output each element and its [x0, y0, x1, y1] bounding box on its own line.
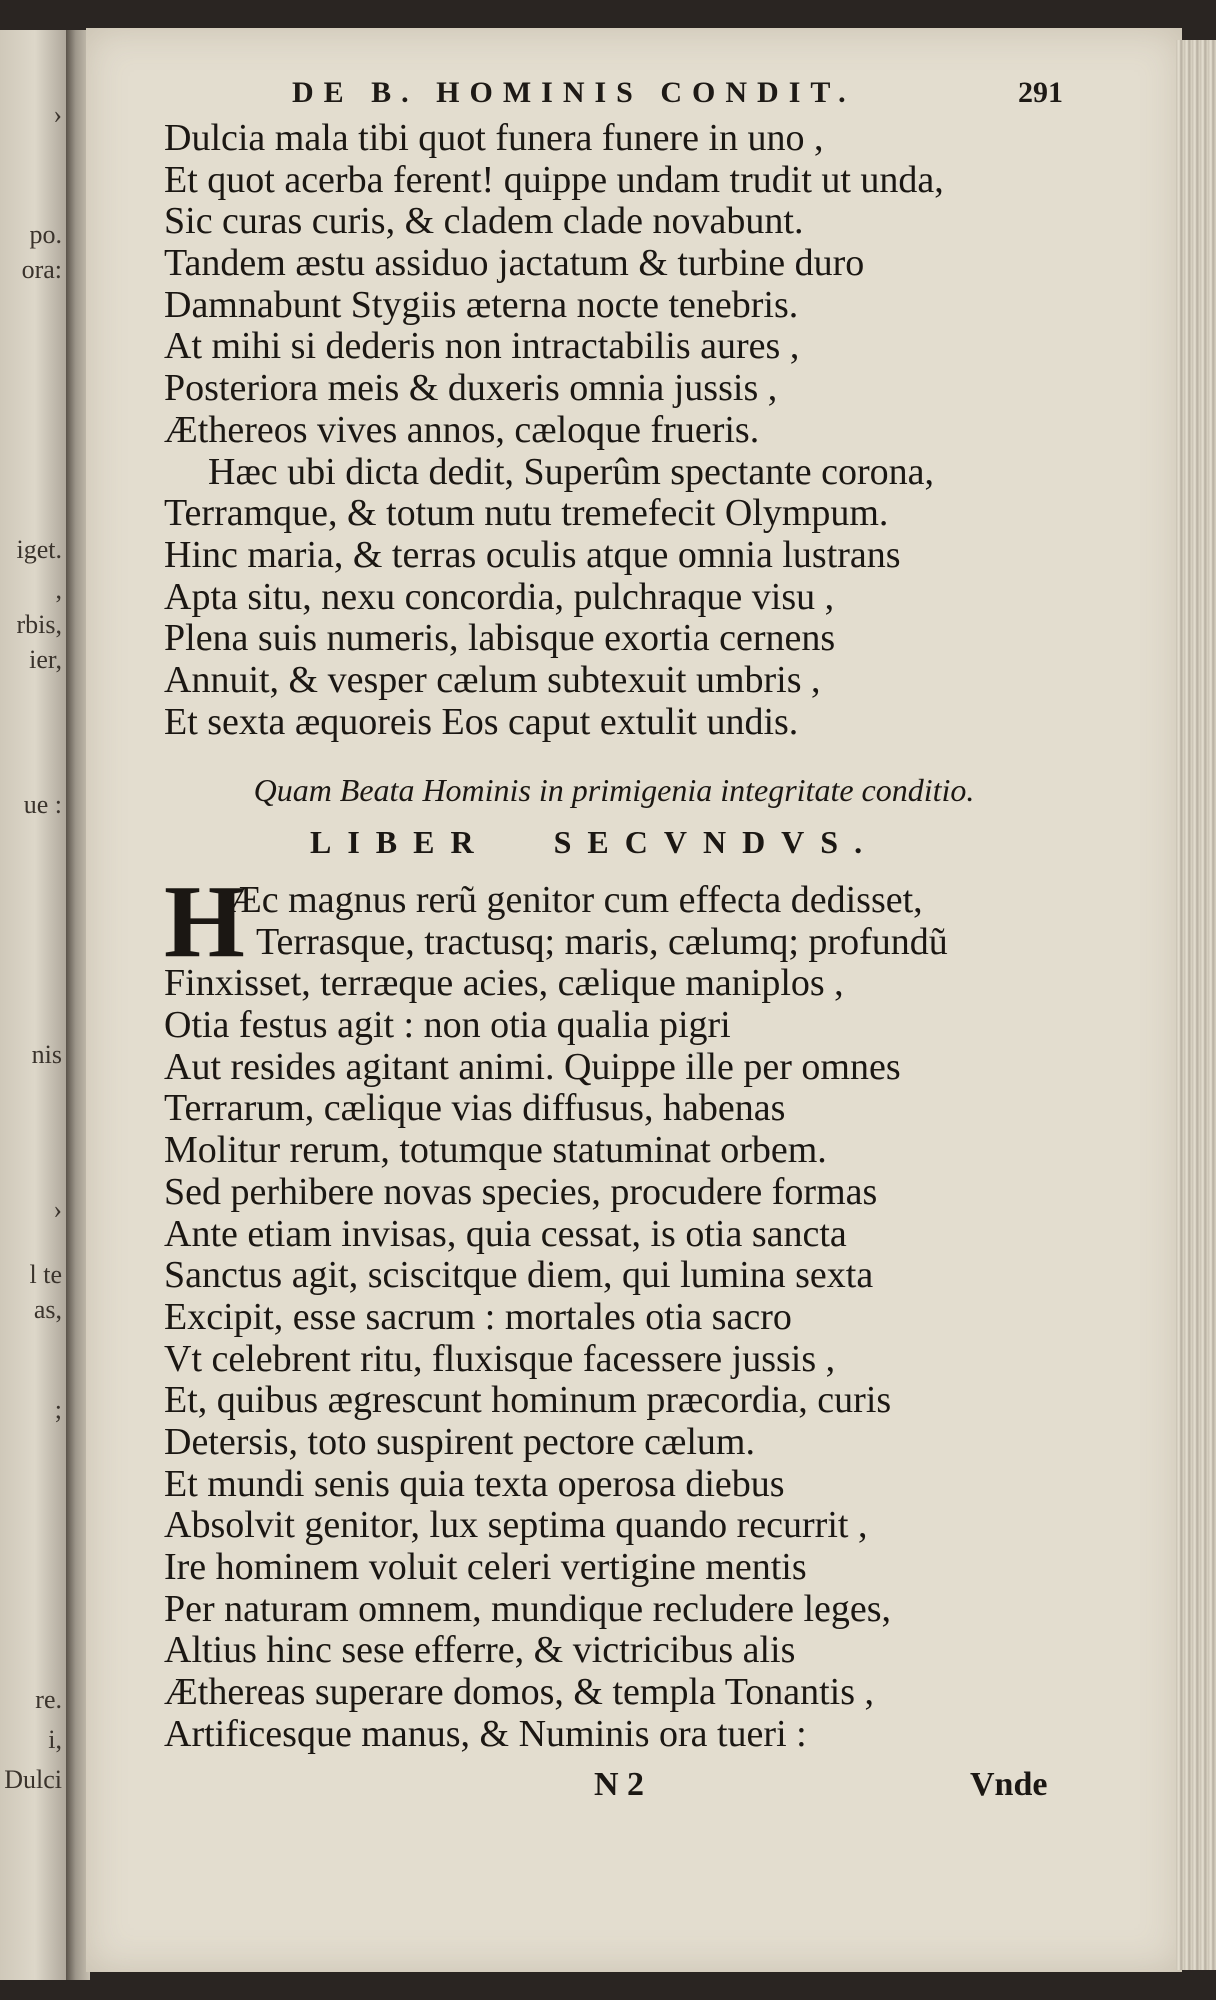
signature-mark: N 2	[594, 1766, 645, 1803]
verse-line: Hinc maria, & terras oculis atque omnia lustrans	[164, 533, 901, 576]
left-margin-fragment: l te	[29, 1260, 62, 1289]
verse-line: Per naturam omnem, mundique recludere leges,	[164, 1587, 892, 1630]
verse-line: Æthereos vives annos, cæloque frueris.	[164, 408, 760, 451]
verse-line: Dulcia mala tibi quot funera funere in uno ,	[164, 117, 824, 159]
verse-line: Terrarum, cælique vias diffusus, habenas	[164, 1087, 786, 1130]
verse-line: Ante etiam invisas, quia cessat, is otia sancta	[164, 1212, 847, 1255]
left-margin-fragment: rbis,	[16, 610, 62, 639]
verse-line: At mihi si dederis non intractabilis aures ,	[164, 325, 800, 368]
verse-line: Sed perhibere novas species, procudere formas	[164, 1170, 878, 1213]
verse-block-2	[164, 864, 1124, 1755]
left-margin-fragment: ue :	[23, 790, 62, 819]
left-margin-fragment: ›	[53, 1195, 62, 1224]
section-heading: Quam Beata Hominis in primigenia integritate conditio.	[253, 772, 975, 808]
dropcap-paragraph	[164, 864, 1124, 979]
dropcap-letter: H	[164, 864, 245, 979]
left-margin-fragment: re.	[35, 1685, 62, 1714]
left-margin-fragment: Dulci	[4, 1765, 62, 1794]
left-margin-fragment: nis	[31, 1040, 62, 1069]
verse-line: Æthereas superare domos, & templa Tonantis ,	[164, 1671, 875, 1714]
verse-line: Terrasque, tractusq; maris, cælumq; profundũ	[256, 920, 948, 963]
page-number: 291	[1018, 76, 1063, 109]
page-footer	[164, 1766, 1064, 1810]
left-margin-fragment: i,	[48, 1725, 62, 1754]
verse-line: Altius hinc sese efferre, & victricibus alis	[164, 1629, 796, 1672]
left-page-edge	[0, 30, 70, 1980]
verse-line: Et, quibus ægrescunt hominum præcordia, curis	[164, 1379, 892, 1422]
verse-line: Tandem æstu assiduo jactatum & turbine duro	[164, 242, 865, 285]
verse-line: Æc magnus rerũ genitor cum effecta dedisset,	[228, 879, 923, 921]
running-head-title: DE B. HOMINIS CONDIT.	[292, 76, 856, 109]
verse-line: Ire hominem voluit celeri vertigine mentis	[164, 1546, 807, 1588]
verse-line: Sic curas curis, & cladem clade novabunt.	[164, 200, 804, 243]
verse-block-1	[164, 118, 1124, 743]
running-head	[212, 76, 1112, 116]
verse-line: Vt celebrent ritu, fluxisque facessere jussis ,	[164, 1337, 836, 1380]
verse-line: Terramque, & totum nutu tremefecit Olympum.	[164, 492, 889, 535]
book-title-word: SECVNDVS.	[553, 824, 879, 860]
verse-line: Finxisset, terræque acies, cælique maniplos ,	[164, 962, 844, 1005]
verse-line: Et quot acerba ferent! quippe undam trudit ut unda,	[164, 158, 944, 201]
verse-line: Detersis, toto suspirent pectore cælum.	[164, 1420, 755, 1463]
verse-line: Artificesque manus, & Numinis ora tueri :	[164, 1712, 807, 1755]
verse-line: Sanctus agit, sciscitque diem, qui lumina sexta	[164, 1254, 874, 1297]
verse-line: Excipit, esse sacrum : mortales otia sacro	[164, 1295, 792, 1338]
verse-line: Et sexta æquoreis Eos caput extulit undis.	[164, 700, 799, 743]
page-edges	[1176, 40, 1216, 1970]
verse-line: Absolvit genitor, lux septima quando recurrit ,	[164, 1504, 868, 1547]
left-margin-fragment: ier,	[29, 645, 62, 674]
book-title	[310, 824, 970, 861]
verse-line: Plena suis numeris, labisque exortia cernens	[164, 617, 836, 660]
left-margin-fragment: ›	[53, 100, 62, 129]
verse-line: Annuit, & vesper cælum subtexuit umbris ,	[164, 658, 821, 701]
verse-line: Molitur rerum, totumque statuminat orbem.	[164, 1129, 827, 1172]
left-margin-fragment: ;	[54, 1395, 62, 1424]
catchword: Vnde	[970, 1766, 1048, 1803]
book-title-word: LIBER	[310, 824, 490, 860]
verse-line: Apta situ, nexu concordia, pulchraque visu ,	[164, 575, 835, 618]
verse-line: Otia festus agit : non otia qualia pigri	[164, 1004, 731, 1047]
verse-line: Posteriora meis & duxeris omnia jussis ,	[164, 367, 778, 410]
verse-line: Aut resides agitant animi. Quippe ille per omnes	[164, 1045, 901, 1088]
verse-line: Et mundi senis quia texta operosa diebus	[164, 1462, 785, 1505]
left-margin-fragment: ora:	[21, 255, 62, 284]
left-margin-fragment: iget.	[16, 535, 62, 564]
verse-line: Hæc ubi dicta dedit, Superûm spectante corona,	[208, 450, 935, 493]
left-margin-fragment: ,	[55, 575, 62, 604]
verse-line: Damnabunt Stygiis æterna nocte tenebris.	[164, 283, 799, 326]
left-margin-fragment: as,	[33, 1295, 62, 1324]
left-margin-fragment: po.	[29, 220, 62, 249]
